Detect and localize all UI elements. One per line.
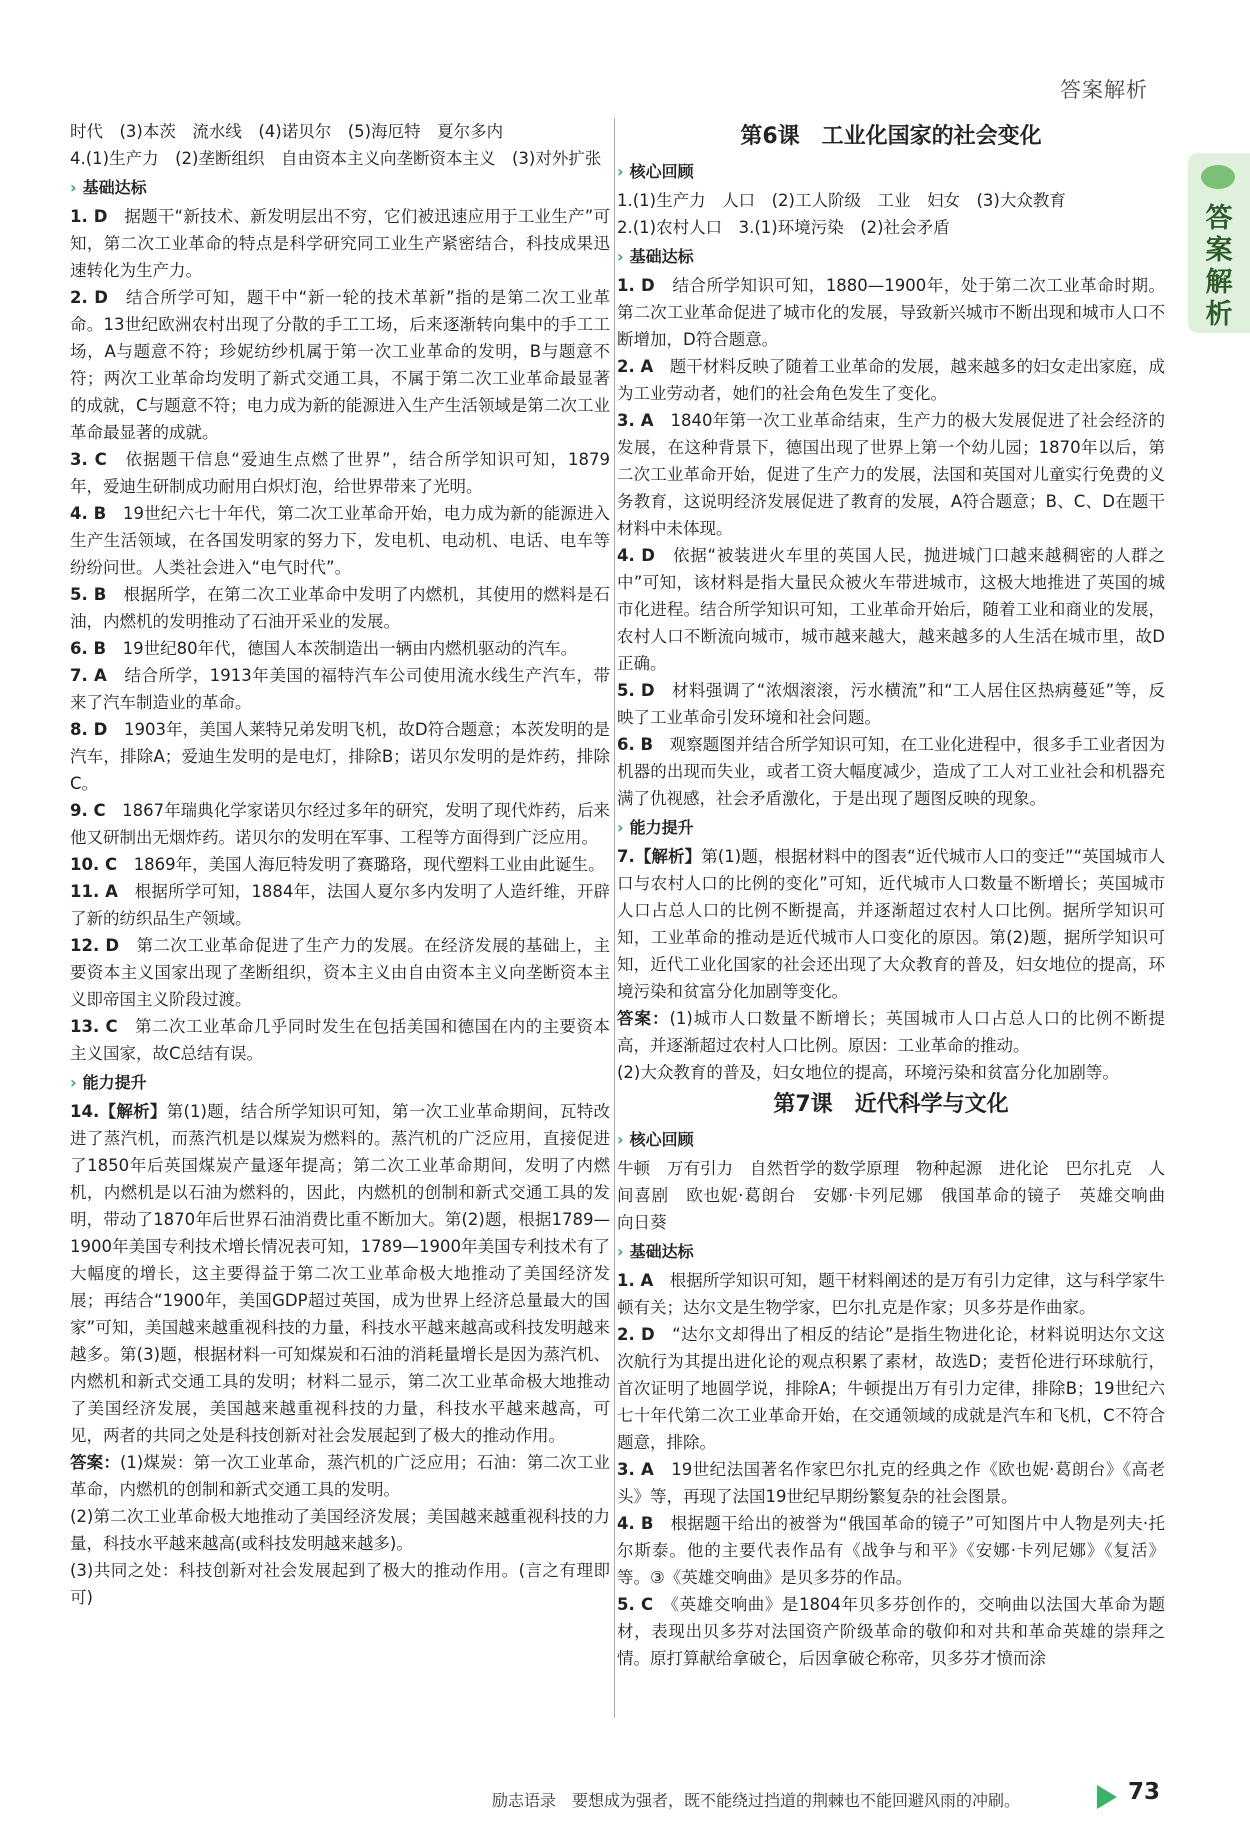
answer-item: 3. A 19世纪法国著名作家巴尔扎克的经典之作《欧也妮·葛朗台》《高老头》等，再现了法国19世纪早期纷繁复杂的社会图景。 [617, 1460, 1165, 1506]
answer-item: 13. C 第二次工业革命几乎同时发生在包括美国和德国在内的主要资本主义国家，故C总结有误。 [70, 1017, 611, 1063]
question-14: 14.【解析】第(1)题，结合所学知识可知，第一次工业革命期间，瓦特改进了蒸汽机，而蒸汽机是以煤炭为燃料的。蒸汽机的广泛应用，直接促进了1850年后英国煤炭产量逐年提高；第二次工业革命期间，发明了内燃机，内燃机是以石油为燃料的，因此，内燃机的创制和新式交通工具的发明，带动了1870年后世界石油消费比重不断加大。第(2)题，根据1789—1900年美国专利技术增长情况表可知，1789—1900年美国专利技术有了大幅度的增长，这主要得益于第二次工业革命极大地推动了美国经济发展；再结合“1900年，美国GDP超过英国，成为世界上经济总量最大的国家”可知，美国越来越重视科技的力量，科技水平越来越高或科技发明越来越多。第(3)题，根据材料一可知煤炭和石油的消耗量增长是因为蒸汽机、内燃机和新式交通工具的发明；材料二显示，第二次工业革命极大地推动了美国经济发展，美国越来越重视科技的力量，科技水平越来越高，可见，两者的共同之处是科技创新对社会发展起到了极大的推动作用。 [70, 1102, 610, 1445]
answer-item: 12. D 第二次工业革命促进了生产力的发展。在经济发展的基础上，主要资本主义国家出现了垄断组织，资本主义由自由资本主义向垄断资本主义即帝国主义阶段过渡。 [70, 936, 611, 1009]
text-line: 4.(1)生产力 (2)垄断组织 自由资本主义向垄断资本主义 (3)对外扩张 [70, 149, 602, 168]
answer-line: 答案：(1)煤炭：第一次工业革命，蒸汽机的广泛应用；石油：第二次工业革命，内燃机的创制和新式交通工具的发明。 [70, 1453, 611, 1499]
section-heading: › 核心回顾 [617, 1130, 694, 1149]
text-line: 牛顿 万有引力 自然哲学的数学原理 物种起源 进化论 巴尔扎克 人间喜剧 欧也妮·葛朗台 安娜·卡列尼娜 俄国革命的镜子 英雄交响曲 向日葵 [617, 1159, 1182, 1232]
answer-item: 8. D 1903年，美国人莱特兄弟发明飞机，故D符合题意；本茨发明的是汽车，排除A；爱迪生发明的是电灯，排除B；诺贝尔发明的是炸药，排除C。 [70, 720, 610, 793]
answer-item: 3. C 依据题干信息“爱迪生点燃了世界”，结合所学知识可知，1879年，爱迪生研制成功耐用白炽灯泡，给世界带来了光明。 [70, 450, 610, 496]
question-7: 7.【解析】第(1)题，根据材料中的图表“近代城市人口的变迁”“英国城市人口与农村人口的比例的变化”可知，近代城市人口数量不断增长；英国城市人口占总人口的比例不断提高，并逐渐超过农村人口比例。据所学知识可知，工业革命的推动是近代城市人口变化的原因。第(2)题，据所学知识可知，近代工业化国家的社会还出现了大众教育的普及，妇女地位的提高，环境污染和贫富分化加剧等变化。 [617, 847, 1165, 1001]
left-column [70, 118, 610, 1611]
answer-item: 4. B 根据题干给出的被誉为“俄国革命的镜子”可知图片中人物是列夫·托尔斯泰。他的主要代表作品有《战争与和平》《安娜·卡列尼娜》《复活》等。③《英雄交响曲》是贝多芬的作品。 [617, 1514, 1165, 1587]
answer-item: 2. D 结合所学可知，题干中“新一轮的技术革新”指的是第二次工业革命。13世纪欧洲农村出现了分散的手工工场，后来逐渐转向集中的手工工场，A与题意不符；珍妮纺纱机属于第一次工业革命的发明，B与题意不符；两次工业革命均发明了新式交通工具，不属于第二次工业革命最显著的成就，C与题意不符；电力成为新的能源进入生产生活领域是第二次工业革命最显著的成就。 [70, 288, 610, 442]
chevron-right-icon: › [70, 1073, 77, 1092]
answer-item: 10. C 1869年，美国人海厄特发明了赛璐珞，现代塑料工业由此诞生。 [70, 855, 605, 874]
answer-item: 1. D 据题干“新技术、新发明层出不穷，它们被迅速应用于工业生产”可知，第二次工业革命的特点是科学研究同工业生产紧密结合，科技成果迅速转化为生产力。 [70, 207, 610, 280]
answer-item: 4. B 19世纪六七十年代，第二次工业革命开始，电力成为新的能源进入生产生活领域，在各国发明家的努力下，发电机、电动机、电话、电车等纷纷问世。人类社会进入“电气时代”。 [70, 504, 611, 577]
section-heading: › 基础达标 [617, 1242, 694, 1261]
section-heading: › 基础达标 [70, 178, 147, 197]
logo-icon [1201, 165, 1235, 189]
chevron-right-icon: › [70, 178, 77, 197]
answer-item: 9. C 1867年瑞典化学家诺贝尔经过多年的研究，发明了现代炸药，后来他又研制出无烟炸药。诺贝尔的发明在军事、工程等方面得到广泛应用。 [70, 801, 610, 847]
answer-item: 1. D 结合所学知识可知，1880—1900年，处于第二次工业革命时期。第二次工业革命促进了城市化的发展，导致新兴城市不断出现和城市人口不断增加，D符合题意。 [617, 276, 1166, 349]
text-line: 2.(1)农村人口 3.(1)环境污染 (2)社会矛盾 [617, 218, 950, 237]
page-header-title: 答案解析 [1060, 78, 1148, 102]
answer-item: 6. B 观察题图并结合所学知识可知，在工业化进程中，很多手工业者因为机器的出现而失业，或者工资大幅度减少，造成了工人对工业社会和机器充满了仇视感，社会矛盾激化，于是出现了题图反映的现象。 [617, 735, 1166, 808]
chevron-right-icon: › [617, 162, 624, 181]
text-line: 时代 (3)本茨 流水线 (4)诺贝尔 (5)海厄特 夏尔多内 [70, 122, 504, 141]
chevron-right-icon: › [617, 1130, 624, 1149]
page-number: 73 [1128, 1779, 1161, 1805]
footer-motto: 励志语录 要想成为强者，既不能绕过挡道的荆棘也不能回避风雨的冲刷。 [492, 1791, 1021, 1810]
text-line: 1.(1)生产力 人口 (2)工人阶级 工业 妇女 (3)大众教育 [617, 191, 1066, 210]
side-tab-label: 答案解析 [1205, 203, 1233, 330]
answer-line: (2)第二次工业革命极大地推动了美国经济发展；美国越来越重视科技的力量，科技水平越来越高(或科技发明越来越多)。 [70, 1507, 610, 1553]
answer-line: (2)大众教育的普及，妇女地位的提高，环境污染和贫富分化加剧等。 [617, 1063, 1119, 1082]
answer-line: (3)共同之处：科技创新对社会发展起到了极大的推动作用。(言之有理即可) [70, 1561, 610, 1607]
answer-line: 答案：(1)城市人口数量不断增长；英国城市人口占总人口的比例不断提高，并逐渐超过农村人口比例。原因：工业革命的推动。 [617, 1009, 1166, 1055]
answer-item: 5. C 《英雄交响曲》是1804年贝多芬创作的，交响曲以法国大革命为题材，表现出贝多芬对法国资产阶级革命的敬仰和对共和革命英雄的崇拜之情。原打算献给拿破仑，后因拿破仑称帝，贝多芬才愤而涂 [617, 1595, 1165, 1668]
answer-item: 4. D 依据“被装进火车里的英国人民，抛进城门口越来越稠密的人群之中”可知，该材料是指大量民众被火车带进城市，这极大地推进了英国的城市化进程。结合所学知识可知，工业革命开始后，随着工业和商业的发展，农村人口不断流向城市，城市越来越大，越来越多的人生活在城市里，故D正确。 [617, 546, 1165, 673]
answer-item: 5. B 根据所学，在第二次工业革命中发明了内燃机，其使用的燃料是石油，内燃机的发明推动了石油开采业的发展。 [70, 585, 610, 631]
side-tab [1188, 153, 1250, 333]
answer-item: 11. A 根据所学可知，1884年，法国人夏尔多内发明了人造纤维，开辟了新的纺织品生产领域。 [70, 882, 610, 928]
answer-item: 2. A 题干材料反映了随着工业革命的发展，越来越多的妇女走出家庭，成为工业劳动者，她们的社会角色发生了变化。 [617, 357, 1166, 403]
chevron-right-icon: › [617, 1242, 624, 1261]
answer-item: 6. B 19世纪80年代，德国人本茨制造出一辆由内燃机驱动的汽车。 [70, 639, 578, 658]
section-heading: › 核心回顾 [617, 162, 694, 181]
arrow-right-icon [1097, 1785, 1117, 1809]
section-heading: › 能力提升 [70, 1073, 147, 1092]
section-heading: › 能力提升 [617, 818, 694, 837]
answer-item: 3. A 1840年第一次工业革命结束，生产力的极大发展促进了社会经济的发展，在这种背景下，德国出现了世界上第一个幼儿园；1870年以后，第二次工业革命开始，促进了生产力的发展，法国和英国对儿童实行免费的义务教育，这说明经济发展促进了教育的发展，A符合题意；B、C、D在题干材料中未体现。 [617, 411, 1165, 538]
lesson-title: 第6课 工业化国家的社会变化 [740, 124, 1042, 149]
answer-item: 2. D “达尔文却得出了相反的结论”是指生物进化论，材料说明达尔文这次航行为其提出进化论的观点积累了素材，故选D；麦哲伦进行环球航行，首次证明了地圆学说，排除A；牛顿提出万有引力定律，排除B；19世纪六七十年代第二次工业革命开始，在交通领域的成就是汽车和飞机，C不符合题意，排除。 [617, 1325, 1165, 1452]
answer-item: 1. A 根据所学知识可知，题干材料阐述的是万有引力定律，这与科学家牛顿有关；达尔文是生物学家，巴尔扎克是作家；贝多芬是作曲家。 [617, 1271, 1166, 1317]
lesson-title: 第7课 近代科学与文化 [773, 1092, 1009, 1117]
right-column [617, 118, 1182, 1672]
answer-item: 7. A 结合所学，1913年美国的福特汽车公司使用流水线生产汽车，带来了汽车制造业的革命。 [70, 666, 610, 712]
chevron-right-icon: › [617, 818, 624, 837]
chevron-right-icon: › [617, 247, 624, 266]
column-divider [614, 118, 615, 1718]
section-heading: › 基础达标 [617, 247, 694, 266]
answer-item: 5. D 材料强调了“浓烟滚滚，污水横流”和“工人居住区热病蔓延”等，反映了工业革命引发环境和社会问题。 [617, 681, 1165, 727]
